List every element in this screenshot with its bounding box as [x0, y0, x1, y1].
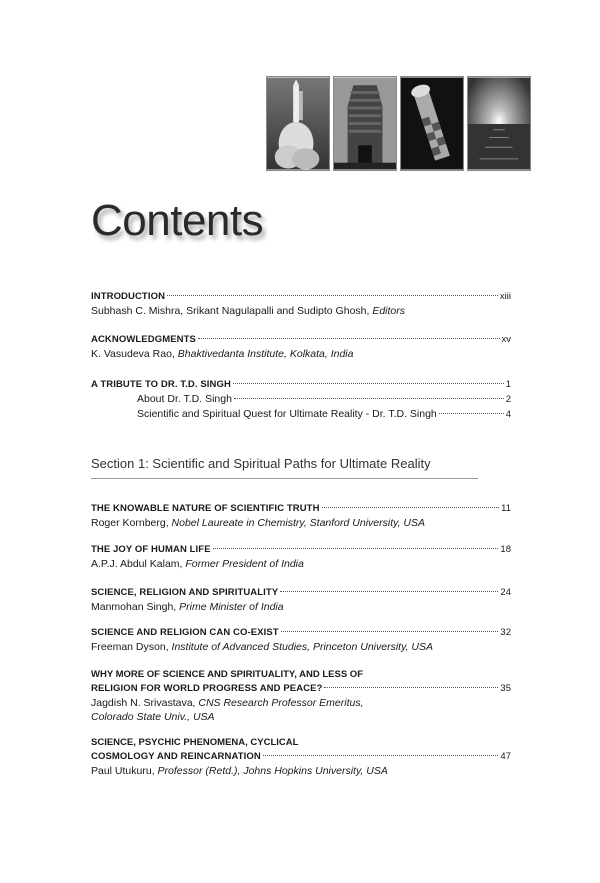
- author-affiliation: Former President of India: [185, 558, 304, 570]
- entry-title-line: SCIENCE, PSYCHIC PHENOMENA, CYCLICAL: [91, 737, 299, 748]
- toc-subentry[interactable]: [91, 392, 511, 407]
- page-number: 2: [505, 394, 511, 405]
- entry-title: RELIGION FOR WORLD PROGRESS AND PEACE?: [91, 683, 323, 694]
- author-name: Paul Utukuru,: [91, 765, 158, 777]
- entry-title: COSMOLOGY AND REINCARNATION: [91, 751, 261, 762]
- page-number: xiii: [499, 291, 511, 302]
- subentry-title: About Dr. T.D. Singh: [137, 393, 232, 405]
- author-name: A.P.J. Abdul Kalam,: [91, 558, 186, 570]
- toc-entry[interactable]: [91, 502, 511, 530]
- entry-title: SCIENCE AND RELIGION CAN CO-EXIST: [91, 627, 279, 638]
- entry-title: A TRIBUTE TO DR. T.D. SINGH: [91, 379, 231, 390]
- toc-entry[interactable]: [91, 626, 511, 654]
- page-number: 35: [500, 683, 511, 694]
- dot-leader: [167, 295, 498, 296]
- author-affiliation: Professor (Retd.), Johns Hopkins University, USA: [157, 765, 388, 777]
- subentry-title: Scientific and Spiritual Quest for Ultimate Reality - Dr. T.D. Singh: [137, 408, 437, 420]
- author-affiliation: Bhaktivedanta Institute, Kolkata, India: [177, 348, 354, 360]
- page-number: 4: [505, 409, 511, 420]
- author-name: Manmohan Singh,: [91, 601, 180, 613]
- page-number: 11: [501, 503, 511, 514]
- dot-leader: [213, 548, 499, 549]
- toc-entry-introduction[interactable]: [91, 290, 511, 318]
- toc-subentry[interactable]: [91, 407, 511, 422]
- entry-author: [91, 710, 511, 724]
- page-title: Contents: [91, 196, 264, 245]
- toc-entry-tribute[interactable]: [91, 378, 511, 422]
- author-name: Subhash C. Mishra, Srikant Nagulapalli and Sudipto Ghosh,: [91, 305, 373, 317]
- toc-entry[interactable]: [91, 668, 511, 724]
- entry-author: [91, 347, 511, 361]
- dot-leader: [198, 338, 500, 339]
- sunset-sea-photo: [467, 76, 531, 171]
- header-photos: [266, 76, 531, 171]
- author-affiliation: Prime Minister of India: [179, 601, 284, 613]
- toc-entry[interactable]: [91, 543, 511, 571]
- entry-author: [91, 764, 511, 778]
- satellite-photo: [400, 76, 464, 171]
- dot-leader: [263, 755, 499, 756]
- entry-title: SCIENCE, RELIGION AND SPIRITUALITY: [91, 587, 279, 598]
- page-number: 32: [500, 627, 511, 638]
- entry-author: [91, 304, 511, 318]
- author-name: K. Vasudeva Rao,: [91, 348, 178, 360]
- page-number: 18: [500, 544, 511, 555]
- section-divider: [91, 478, 478, 479]
- dot-leader: [280, 591, 498, 592]
- author-name: Freeman Dyson,: [91, 641, 172, 653]
- entry-title: THE KNOWABLE NATURE OF SCIENTIFIC TRUTH: [91, 503, 320, 514]
- section-heading: Section 1: Scientific and Spiritual Paths for Ultimate Reality: [91, 456, 431, 471]
- entry-title: THE JOY OF HUMAN LIFE: [91, 544, 211, 555]
- space-shuttle-photo: [266, 76, 330, 171]
- toc-entry[interactable]: [91, 736, 511, 778]
- dot-leader: [324, 687, 498, 688]
- entry-author: [91, 600, 511, 614]
- entry-author: [91, 516, 511, 530]
- entry-title: ACKNOWLEDGMENTS: [91, 334, 196, 345]
- entry-author: [91, 696, 511, 710]
- dot-leader: [281, 631, 499, 632]
- page-number: 1: [505, 379, 511, 390]
- dot-leader: [439, 413, 504, 414]
- dot-leader: [322, 507, 500, 508]
- entry-title: INTRODUCTION: [91, 291, 166, 302]
- dot-leader: [234, 398, 504, 399]
- dot-leader: [233, 383, 504, 384]
- entry-author: [91, 557, 511, 571]
- author-affiliation: Colorado State Univ., USA: [91, 711, 215, 723]
- entry-author: [91, 640, 511, 654]
- toc-entry[interactable]: [91, 586, 511, 614]
- page-number: 47: [500, 751, 511, 762]
- page-number: 24: [500, 587, 511, 598]
- page-number: xv: [501, 334, 511, 345]
- author-name: Jagdish N. Srivastava,: [91, 697, 199, 709]
- author-affiliation: CNS Research Professor Emeritus,: [198, 697, 364, 709]
- author-affiliation: Nobel Laureate in Chemistry, Stanford University, USA: [171, 517, 426, 529]
- author-affiliation: Editors: [372, 305, 406, 317]
- author-affiliation: Institute of Advanced Studies, Princeton University, USA: [171, 641, 433, 653]
- author-name: Roger Kornberg,: [91, 517, 172, 529]
- entry-title-line: WHY MORE OF SCIENCE AND SPIRITUALITY, AND LESS OF: [91, 669, 363, 680]
- temple-photo: [333, 76, 397, 171]
- toc-entry-acknowledgments[interactable]: [91, 333, 511, 361]
